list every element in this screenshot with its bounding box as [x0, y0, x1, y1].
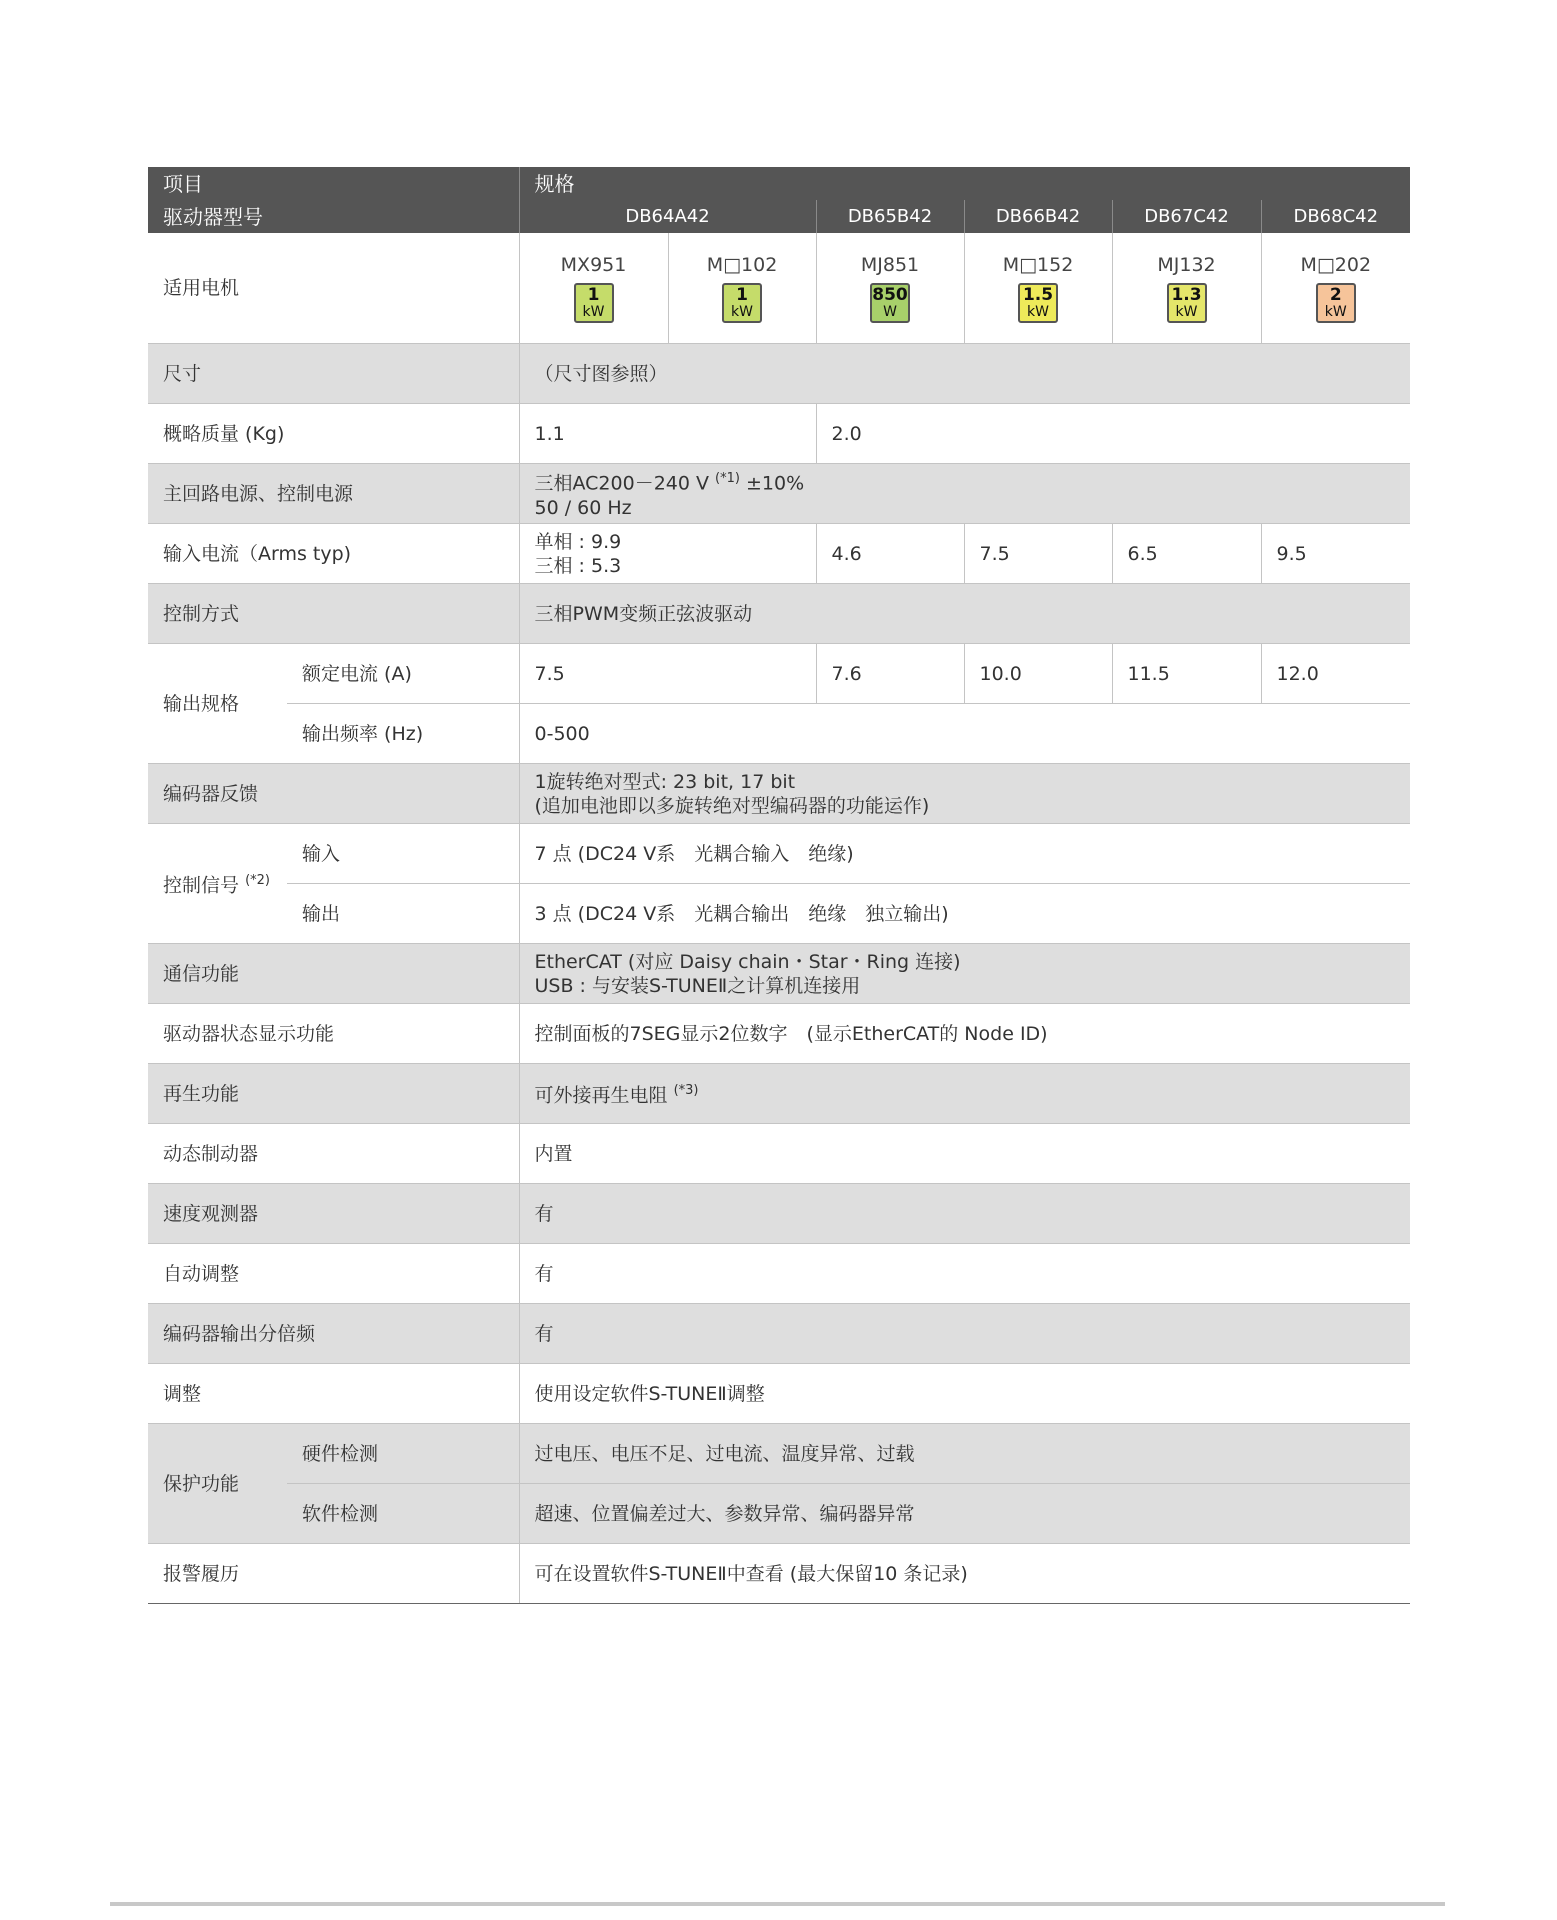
mass-value-1: 1.1	[519, 404, 816, 464]
speed-observer-row	[148, 1184, 1410, 1244]
model-db65b42: DB65B42	[816, 200, 964, 233]
input-current-value-1: 单相 : 9.9 三相 : 5.3	[519, 524, 816, 584]
model-db66b42: DB66B42	[964, 200, 1112, 233]
power-badge-icon: 1 kW	[574, 283, 614, 323]
input-current-value-5: 9.5	[1261, 524, 1410, 584]
motor-cell	[1112, 233, 1261, 344]
motor-name: M□102	[706, 254, 778, 276]
motor-name: M□202	[1300, 254, 1372, 276]
header-spec: 规格	[519, 167, 1410, 200]
alarm-label: 报警履历	[148, 1544, 519, 1604]
control-method-value: 三相PWM变频正弦波驱动	[519, 584, 1410, 644]
model-row	[148, 200, 1410, 233]
control-signal-in-row	[148, 824, 1410, 884]
output-rated-value-4: 11.5	[1112, 644, 1261, 704]
dimensions-row	[148, 344, 1410, 404]
encoder-div-label: 编码器输出分倍频	[148, 1304, 519, 1364]
model-label: 驱动器型号	[148, 200, 519, 233]
comm-label: 通信功能	[148, 944, 519, 1004]
regen-label: 再生功能	[148, 1064, 519, 1124]
auto-tune-value: 有	[519, 1244, 1410, 1304]
speed-observer-label: 速度观测器	[148, 1184, 519, 1244]
encoder-row	[148, 764, 1410, 824]
control-signal-out-label: 输出	[287, 884, 519, 944]
motor-cell	[519, 233, 668, 344]
tuning-row	[148, 1364, 1410, 1424]
mass-value-2: 2.0	[816, 404, 1410, 464]
output-freq-value: 0-500	[519, 704, 1410, 764]
encoder-label: 编码器反馈	[148, 764, 519, 824]
motor-cell	[1261, 233, 1410, 344]
control-signal-in-value: 7 点 (DC24 V系 光耦合输入 绝缘)	[519, 824, 1410, 884]
motor-name: MX951	[560, 254, 627, 276]
output-rated-label: 额定电流 (A)	[287, 644, 519, 704]
motor-name: MJ132	[1157, 254, 1216, 276]
power-supply-value: 三相AC200－240 V $^{(*1)}$ ±10% 50 / 60 Hz	[519, 464, 1410, 524]
protection-hw-label: 硬件检测	[287, 1424, 519, 1484]
status-display-value: 控制面板的7SEG显示2位数字 (显示EtherCAT的 Node ID)	[519, 1004, 1410, 1064]
motor-row	[148, 233, 1410, 344]
protection-sw-value: 超速、位置偏差过大、参数异常、编码器异常	[519, 1484, 1410, 1544]
output-freq-row	[148, 704, 1410, 764]
auto-tune-row	[148, 1244, 1410, 1304]
encoder-div-row	[148, 1304, 1410, 1364]
header-item: 项目	[148, 167, 519, 200]
control-method-row	[148, 584, 1410, 644]
power-supply-row	[148, 464, 1410, 524]
header-row	[148, 167, 1410, 200]
model-db64a42: DB64A42	[519, 200, 816, 233]
regen-row	[148, 1064, 1410, 1124]
control-signal-in-label: 输入	[287, 824, 519, 884]
protection-sw-row	[148, 1484, 1410, 1544]
spec-table	[148, 167, 1410, 1604]
output-rated-value-1: 7.5	[519, 644, 816, 704]
status-display-row	[148, 1004, 1410, 1064]
model-db68c42: DB68C42	[1261, 200, 1410, 233]
control-signal-out-row	[148, 884, 1410, 944]
encoder-div-value: 有	[519, 1304, 1410, 1364]
output-rated-value-3: 10.0	[964, 644, 1112, 704]
protection-sw-label: 软件检测	[287, 1484, 519, 1544]
input-current-value-4: 6.5	[1112, 524, 1261, 584]
dynamic-brake-label: 动态制动器	[148, 1124, 519, 1184]
status-display-label: 驱动器状态显示功能	[148, 1004, 519, 1064]
dimensions-value: （尺寸图参照）	[519, 344, 1410, 404]
protection-hw-row	[148, 1424, 1410, 1484]
protection-hw-value: 过电压、电压不足、过电流、温度异常、过载	[519, 1424, 1410, 1484]
regen-value: 可外接再生电阻 $^{(*3)}$	[519, 1064, 1410, 1124]
mass-row	[148, 404, 1410, 464]
output-rated-row	[148, 644, 1410, 704]
alarm-row	[148, 1544, 1410, 1604]
encoder-value: 1旋转绝对型式: 23 bit, 17 bit (追加电池即以多旋转绝对型编码器的功能运作)	[519, 764, 1410, 824]
motor-cell	[964, 233, 1112, 344]
power-supply-label: 主回路电源、控制电源	[148, 464, 519, 524]
motor-label: 适用电机	[148, 233, 519, 344]
output-rated-value-2: 7.6	[816, 644, 964, 704]
output-freq-label: 输出频率 (Hz)	[287, 704, 519, 764]
input-current-value-3: 7.5	[964, 524, 1112, 584]
power-badge-icon: 850 W	[870, 283, 910, 323]
mass-label: 概略质量 (Kg)	[148, 404, 519, 464]
dynamic-brake-value: 内置	[519, 1124, 1410, 1184]
power-badge-icon: 1.3 kW	[1167, 283, 1207, 323]
tuning-value: 使用设定软件S-TUNEⅡ调整	[519, 1364, 1410, 1424]
auto-tune-label: 自动调整	[148, 1244, 519, 1304]
input-current-label: 输入电流（Arms typ)	[148, 524, 519, 584]
power-badge-icon: 2 kW	[1316, 283, 1356, 323]
dimensions-label: 尺寸	[148, 344, 519, 404]
output-rated-value-5: 12.0	[1261, 644, 1410, 704]
control-signal-label: 控制信号 $^{(*2)}$	[148, 824, 287, 944]
motor-cell	[668, 233, 816, 344]
comm-value: EtherCAT (对应 Daisy chain・Star・Ring 连接) USB : 与安装S-TUNEⅡ之计算机连接用	[519, 944, 1410, 1004]
input-current-row	[148, 524, 1410, 584]
speed-observer-value: 有	[519, 1184, 1410, 1244]
tuning-label: 调整	[148, 1364, 519, 1424]
footer-divider	[110, 1902, 1445, 1906]
power-badge-icon: 1.5 kW	[1018, 283, 1058, 323]
dynamic-brake-row	[148, 1124, 1410, 1184]
output-label: 输出规格	[148, 644, 287, 764]
control-method-label: 控制方式	[148, 584, 519, 644]
comm-row	[148, 944, 1410, 1004]
motor-cell	[816, 233, 964, 344]
motor-name: M□152	[1002, 254, 1074, 276]
motor-name: MJ851	[860, 254, 920, 276]
power-badge-icon: 1 kW	[722, 283, 762, 323]
input-current-value-2: 4.6	[816, 524, 964, 584]
protection-label: 保护功能	[148, 1424, 287, 1544]
alarm-value: 可在设置软件S-TUNEⅡ中查看 (最大保留10 条记录)	[519, 1544, 1410, 1604]
model-db67c42: DB67C42	[1112, 200, 1261, 233]
control-signal-out-value: 3 点 (DC24 V系 光耦合输出 绝缘 独立输出)	[519, 884, 1410, 944]
